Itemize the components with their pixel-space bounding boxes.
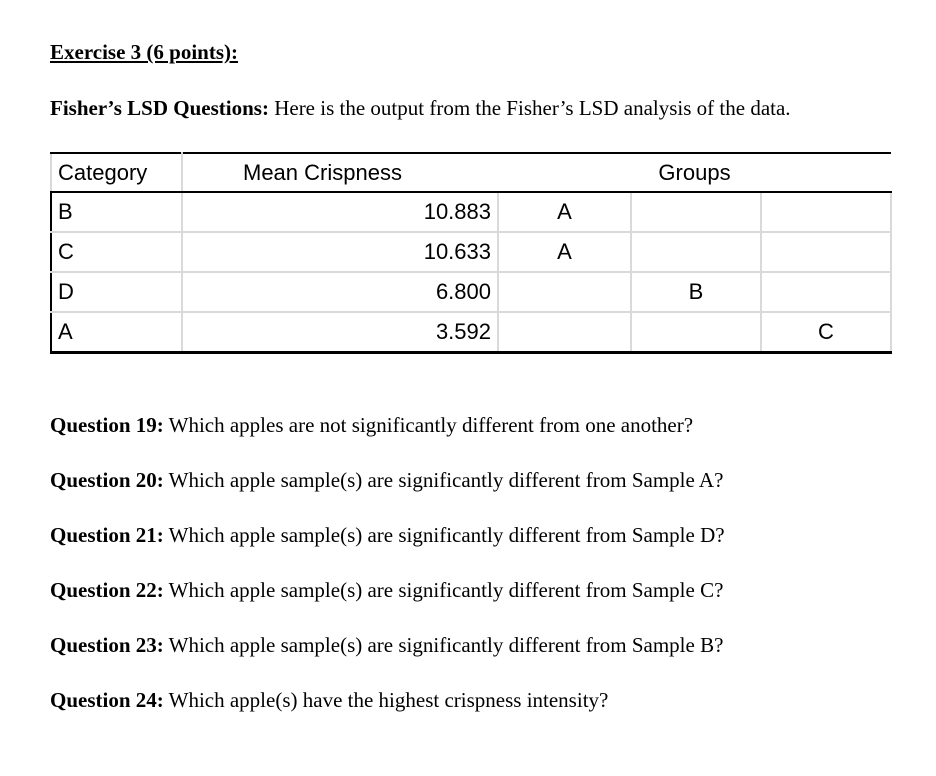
intro-text: Here is the output from the Fisher’s LSD analysis of the data. xyxy=(268,96,791,120)
cell-group-b xyxy=(631,192,761,232)
cell-category: D xyxy=(51,272,182,312)
cell-group-a: A xyxy=(498,232,631,272)
table-row xyxy=(51,312,891,352)
question-label: Question 23: xyxy=(50,633,164,657)
cell-group-b: B xyxy=(631,272,761,312)
cell-group-a xyxy=(498,312,631,352)
question-label: Question 21: xyxy=(50,523,164,547)
header-groups: Groups xyxy=(498,153,891,192)
header-category: Category xyxy=(51,153,182,192)
header-mean-crispness: Mean Crispness xyxy=(182,153,498,192)
cell-mean: 10.883 xyxy=(182,192,498,232)
cell-category: C xyxy=(51,232,182,272)
cell-group-b xyxy=(631,232,761,272)
question-text: Which apple sample(s) are significantly different from Sample A? xyxy=(163,468,724,492)
question-text: Which apple(s) have the highest crispness intensity? xyxy=(163,688,609,712)
table-row xyxy=(51,192,891,232)
exercise-title: Exercise 3 (6 points): xyxy=(50,40,239,64)
cell-group-c xyxy=(761,232,891,272)
question-24 xyxy=(50,688,608,713)
intro-label: Fisher’s LSD Questions: xyxy=(50,96,269,120)
intro-paragraph xyxy=(50,96,791,121)
cell-category: A xyxy=(51,312,182,352)
cell-mean: 3.592 xyxy=(182,312,498,352)
cell-group-c xyxy=(761,192,891,232)
question-21 xyxy=(50,523,725,548)
question-label: Question 19: xyxy=(50,413,164,437)
table-row xyxy=(51,272,891,312)
cell-mean: 6.800 xyxy=(182,272,498,312)
question-23 xyxy=(50,633,723,658)
fisher-lsd-table xyxy=(50,152,892,354)
cell-mean: 10.633 xyxy=(182,232,498,272)
question-text: Which apple sample(s) are significantly different from Sample D? xyxy=(163,523,725,547)
cell-group-a xyxy=(498,272,631,312)
question-label: Question 22: xyxy=(50,578,164,602)
question-20 xyxy=(50,468,723,493)
cell-group-b xyxy=(631,312,761,352)
question-label: Question 24: xyxy=(50,688,164,712)
question-text: Which apple sample(s) are significantly different from Sample C? xyxy=(163,578,724,602)
table-row xyxy=(51,232,891,272)
cell-group-c xyxy=(761,272,891,312)
cell-group-c: C xyxy=(761,312,891,352)
cell-category: B xyxy=(51,192,182,232)
question-text: Which apples are not significantly different from one another? xyxy=(163,413,694,437)
table-header-row xyxy=(51,153,891,192)
cell-group-a: A xyxy=(498,192,631,232)
question-text: Which apple sample(s) are significantly different from Sample B? xyxy=(163,633,724,657)
question-19 xyxy=(50,413,693,438)
question-label: Question 20: xyxy=(50,468,164,492)
question-22 xyxy=(50,578,723,603)
